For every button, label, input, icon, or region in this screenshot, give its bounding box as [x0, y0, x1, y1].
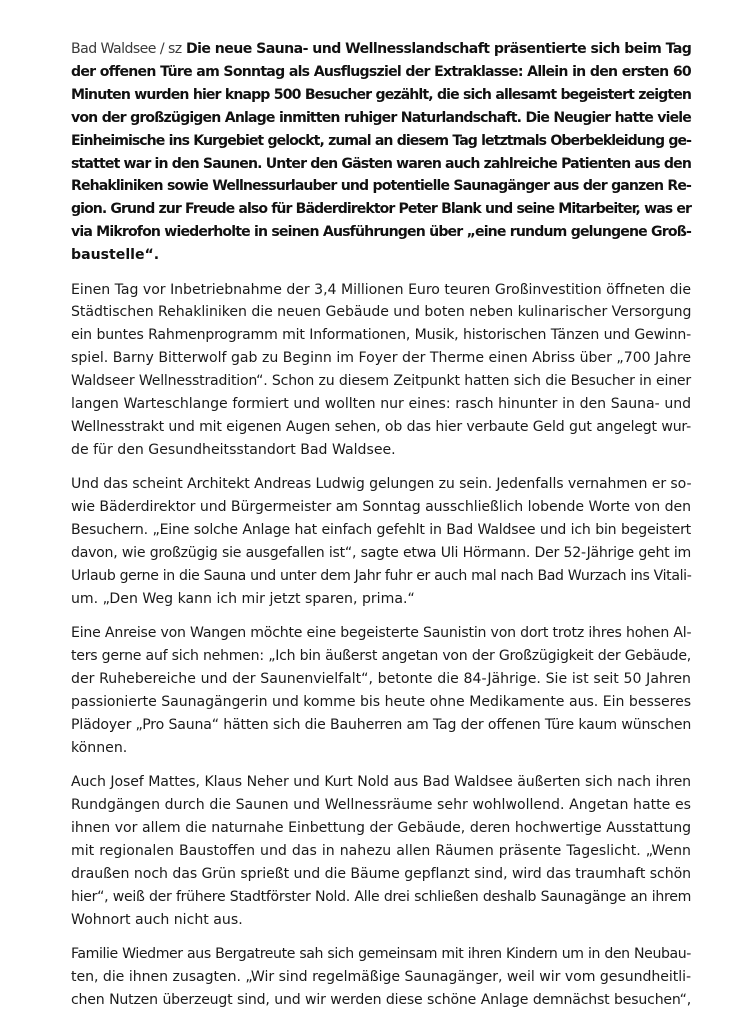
- text-line: Plädoyer „Pro Sauna“ hätten sich die Bauherren am Tag der offenen Türe kaum wünschen: [71, 716, 692, 733]
- text-line: Wellnesstrakt und mit eigenen Augen sehen, ob das hier verbaute Geld gut angelegt wur-: [71, 419, 691, 435]
- text-line: mit regionalen Baustoffen und das in nahezu allen Räumen präsente Tageslicht. „Wenn: [71, 842, 691, 859]
- text-line: baustelle“.: [71, 247, 160, 264]
- text-line: Und das scheint Architekt Andreas Ludwig gelungen zu sein. Jedenfalls vernahmen er so-: [71, 476, 692, 493]
- text-line: Rundgängen durch die Saunen und Wellnessräume sehr wohlwollend. Angetan hatte es: [71, 797, 691, 814]
- article-paragraph: [71, 622, 691, 759]
- text-line: draußen noch das Grün sprießt und die Bäume gepflanzt sind, wird das traumhaft schön: [71, 865, 692, 882]
- text-line: hier“, weiß der frühere Stadtförster Nold. Alle drei schließen deshalb Saunagänge an ihrem: [71, 888, 691, 905]
- text-line: der Ruhebereiche und der Saunenvielfalt“, betonte die 84-Jährige. Sie ist seit 50 Jahren: [71, 671, 691, 688]
- text-line: chen Nutzen überzeugt sind, und wir werden diese schöne Anlage demnächst besuchen“,: [71, 991, 691, 1008]
- article-paragraph: [71, 943, 691, 1012]
- text-line: können.: [71, 739, 128, 756]
- text-line: von der großzügigen Anlage inmitten ruhiger Naturlandschaft. Die Neugier hatte viele: [71, 109, 691, 126]
- lead-paragraph: [71, 38, 691, 267]
- text-line: Einheimische ins Kurgebiet gelockt, zumal an diesem Tag letztmals Oberbekleidung ge-: [71, 132, 691, 149]
- text-line: Urlaub gerne in die Sauna und unter dem Jahr fuhr er auch mal nach Bad Wurzach ins Vitali-: [71, 567, 692, 584]
- article-paragraph: [71, 771, 691, 931]
- text-line: Rehakliniken sowie Wellnessurlauber und potentielle Saunagänger aus der ganzen Re-: [71, 178, 691, 195]
- text-line: de für den Gesundheitsstandort Bad Waldsee.: [71, 441, 396, 458]
- text-line: Waldseer Wellnesstradition“. Schon zu diesem Zeitpunkt hatten sich die Besucher in einer: [71, 373, 691, 390]
- text-line: Besuchern. „Eine solche Anlage hat einfach gefehlt in Bad Waldsee und ich bin begeistert: [71, 522, 691, 539]
- article-paragraph: [71, 279, 691, 462]
- text-line: Eine Anreise von Wangen möchte eine begeisterte Saunistin von dort trotz ihres hohen Al-: [71, 625, 692, 642]
- text-line: ten, die ihnen zusagten. „Wir sind regelmäßige Saunagänger, weil wir vom gesundheitli-: [71, 968, 691, 985]
- text-line: langen Warteschlange formiert und wollten nur eines: rasch hinunter in den Sauna- und: [71, 396, 691, 413]
- text-line: Minuten wurden hier knapp 500 Besucher gezählt, die sich allesamt begeistert zeigten: [71, 86, 691, 103]
- text-line: um. „Den Weg kann ich mir jetzt sparen, prima.“: [71, 590, 415, 607]
- text-line: Auch Josef Mattes, Klaus Neher und Kurt Nold aus Bad Waldsee äußerten sich nach ihren: [71, 774, 691, 791]
- text-line: ters gerne auf sich nehmen: „Ich bin äußerst angetan von der Großzügigkeit der Gebäude,: [71, 648, 691, 665]
- text-line: ihnen vor allem die naturnahe Einbettung der Gebäude, deren hochwertige Ausstattung: [71, 820, 691, 836]
- text-line: spiel. Barny Bitterwolf gab zu Beginn im Foyer der Therme einen Abriss über „700 Jahre: [71, 350, 691, 367]
- text-line: Familie Wiedmer aus Bergatreute sah sich gemeinsam mit ihren Kindern um in den Neubau-: [71, 946, 691, 963]
- text-line: stattet war in den Saunen. Unter den Gästen waren auch zahlreiche Patienten aus den: [71, 155, 691, 172]
- text-line: Wohnort auch nicht aus.: [71, 911, 243, 928]
- text-line: Städtischen Rehakliniken die neuen Gebäude und boten neben kulinarischer Versorgung: [71, 304, 692, 321]
- text-line: [71, 38, 691, 61]
- dateline: Bad Waldsee / sz: [71, 41, 182, 57]
- article-body: [71, 38, 691, 1023]
- text-line: Einen Tag vor Inbetriebnahme der 3,4 Millionen Euro teuren Großinvestition öffneten die: [71, 281, 691, 298]
- text-line: der offenen Türe am Sonntag als Ausflugsziel der Extraklasse: Allein in den ersten 60: [71, 63, 691, 80]
- text-line: davon, wie großzügig sie ausgefallen ist“, sagte etwa Uli Hörmann. Der 52-Jährige geht im: [71, 545, 691, 562]
- text-line: ein buntes Rahmenprogramm mit Informationen, Musik, historischen Tänzen und Gewinn-: [71, 327, 691, 344]
- article-paragraph: [71, 473, 691, 610]
- text-line: gion. Grund zur Freude also für Bäderdirektor Peter Blank und seine Mitarbeiter, was er: [71, 201, 691, 218]
- text-line: via Mikrofon wiederholte in seinen Ausführungen über „eine rundum gelungene Groß-: [71, 224, 691, 241]
- text-line: wie Bäderdirektor und Bürgermeister am Sonntag ausschließlich lobende Worte von den: [71, 499, 691, 516]
- text-line: passionierte Saunagängerin und komme bis heute ohne Medikamente aus. Ein besseres: [71, 693, 691, 710]
- lead-text: Die neue Sauna- und Wellnesslandschaft präsentierte sich beim Tag: [185, 41, 692, 57]
